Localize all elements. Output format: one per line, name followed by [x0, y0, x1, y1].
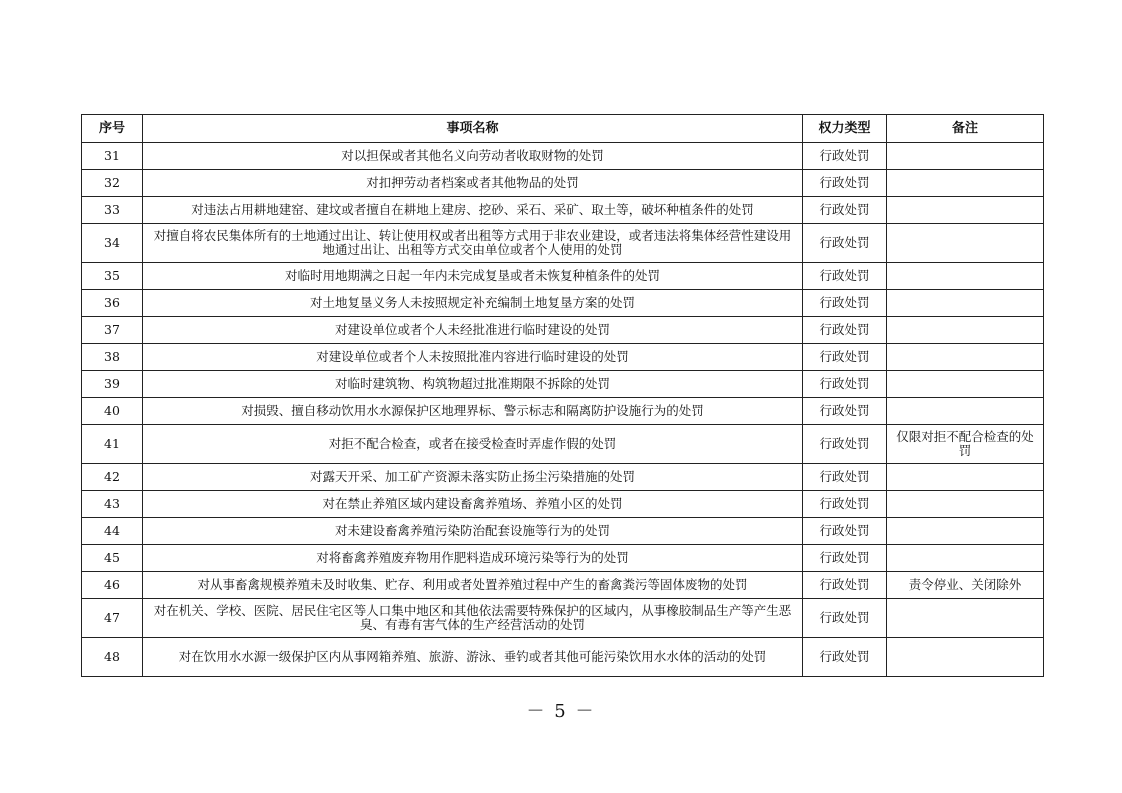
row-no: 37	[82, 317, 143, 344]
table-row	[82, 398, 1044, 425]
row-no: 40	[82, 398, 143, 425]
row-no: 44	[82, 518, 143, 545]
row-type: 行政处罚	[803, 143, 887, 170]
row-name: 对临时用地期满之日起一年内未完成复垦或者未恢复种植条件的处罚	[143, 263, 803, 290]
header-note: 备注	[887, 115, 1044, 143]
row-no: 31	[82, 143, 143, 170]
header-name: 事项名称	[143, 115, 803, 143]
table-row	[82, 263, 1044, 290]
row-name: 对临时建筑物、构筑物超过批准期限不拆除的处罚	[143, 371, 803, 398]
table-row	[82, 491, 1044, 518]
row-type: 行政处罚	[803, 398, 887, 425]
row-name: 对未建设畜禽养殖污染防治配套设施等行为的处罚	[143, 518, 803, 545]
table-row	[82, 317, 1044, 344]
table-row	[82, 425, 1044, 464]
table-row	[82, 290, 1044, 317]
row-name: 对露天开采、加工矿产资源未落实防止扬尘污染措施的处罚	[143, 464, 803, 491]
row-no: 48	[82, 638, 143, 677]
row-note	[887, 545, 1044, 572]
row-name: 对建设单位或者个人未按照批准内容进行临时建设的处罚	[143, 344, 803, 371]
row-note	[887, 143, 1044, 170]
row-no: 38	[82, 344, 143, 371]
row-note: 仅限对拒不配合检查的处罚	[887, 425, 1044, 464]
table-row	[82, 599, 1044, 638]
row-no: 36	[82, 290, 143, 317]
table-row	[82, 638, 1044, 677]
row-note	[887, 638, 1044, 677]
row-no: 41	[82, 425, 143, 464]
header-type: 权力类型	[803, 115, 887, 143]
row-type: 行政处罚	[803, 599, 887, 638]
table-row	[82, 170, 1044, 197]
row-name: 对损毁、擅自移动饮用水水源保护区地理界标、警示标志和隔离防护设施行为的处罚	[143, 398, 803, 425]
table-row	[82, 464, 1044, 491]
row-note	[887, 317, 1044, 344]
table-row	[82, 371, 1044, 398]
table-row	[82, 344, 1044, 371]
row-type: 行政处罚	[803, 317, 887, 344]
row-no: 42	[82, 464, 143, 491]
row-note: 责令停业、关闭除外	[887, 572, 1044, 599]
row-type: 行政处罚	[803, 263, 887, 290]
row-note	[887, 491, 1044, 518]
header-no: 序号	[82, 115, 143, 143]
row-type: 行政处罚	[803, 491, 887, 518]
table-row	[82, 545, 1044, 572]
row-no: 34	[82, 224, 143, 263]
row-note	[887, 344, 1044, 371]
row-note	[887, 224, 1044, 263]
row-type: 行政处罚	[803, 197, 887, 224]
row-name: 对以担保或者其他名义向劳动者收取财物的处罚	[143, 143, 803, 170]
row-note	[887, 197, 1044, 224]
row-name: 对在机关、学校、医院、居民住宅区等人口集中地区和其他依法需要特殊保护的区域内，从事橡胶制品生产等产生恶臭、有毒有害气体的生产经营活动的处罚	[143, 599, 803, 638]
row-name: 对将畜禽养殖废弃物用作肥料造成环境污染等行为的处罚	[143, 545, 803, 572]
row-no: 33	[82, 197, 143, 224]
row-no: 43	[82, 491, 143, 518]
row-no: 47	[82, 599, 143, 638]
row-name: 对在禁止养殖区域内建设畜禽养殖场、养殖小区的处罚	[143, 491, 803, 518]
row-type: 行政处罚	[803, 572, 887, 599]
row-note	[887, 518, 1044, 545]
row-name: 对拒不配合检查，或者在接受检查时弄虚作假的处罚	[143, 425, 803, 464]
table-header-row	[82, 115, 1044, 143]
table-row	[82, 197, 1044, 224]
row-type: 行政处罚	[803, 344, 887, 371]
row-note	[887, 170, 1044, 197]
page-number: － 5 －	[526, 701, 596, 722]
row-name: 对扣押劳动者档案或者其他物品的处罚	[143, 170, 803, 197]
table-row	[82, 518, 1044, 545]
row-type: 行政处罚	[803, 518, 887, 545]
row-name: 对擅自将农民集体所有的土地通过出让、转让使用权或者出租等方式用于非农业建设，或者违法将集体经营性建设用地通过出让、出租等方式交由单位或者个人使用的处罚	[143, 224, 803, 263]
row-no: 46	[82, 572, 143, 599]
items-table	[81, 114, 1044, 677]
row-name: 对建设单位或者个人未经批准进行临时建设的处罚	[143, 317, 803, 344]
row-type: 行政处罚	[803, 371, 887, 398]
row-type: 行政处罚	[803, 425, 887, 464]
row-type: 行政处罚	[803, 290, 887, 317]
table-row	[82, 224, 1044, 263]
row-name: 对从事畜禽规模养殖未及时收集、贮存、利用或者处置养殖过程中产生的畜禽粪污等固体废物的处罚	[143, 572, 803, 599]
row-name: 对在饮用水水源一级保护区内从事网箱养殖、旅游、游泳、垂钓或者其他可能污染饮用水水体的活动的处罚	[143, 638, 803, 677]
row-note	[887, 371, 1044, 398]
row-name: 对土地复垦义务人未按照规定补充编制土地复垦方案的处罚	[143, 290, 803, 317]
row-no: 45	[82, 545, 143, 572]
row-type: 行政处罚	[803, 224, 887, 263]
row-type: 行政处罚	[803, 170, 887, 197]
row-type: 行政处罚	[803, 638, 887, 677]
row-no: 32	[82, 170, 143, 197]
row-note	[887, 599, 1044, 638]
row-type: 行政处罚	[803, 545, 887, 572]
row-type: 行政处罚	[803, 464, 887, 491]
table-row	[82, 572, 1044, 599]
row-note	[887, 290, 1044, 317]
table-row	[82, 143, 1044, 170]
row-note	[887, 263, 1044, 290]
row-name: 对违法占用耕地建窑、建坟或者擅自在耕地上建房、挖砂、采石、采矿、取土等，破坏种植条件的处罚	[143, 197, 803, 224]
row-no: 39	[82, 371, 143, 398]
row-note	[887, 398, 1044, 425]
row-no: 35	[82, 263, 143, 290]
row-note	[887, 464, 1044, 491]
